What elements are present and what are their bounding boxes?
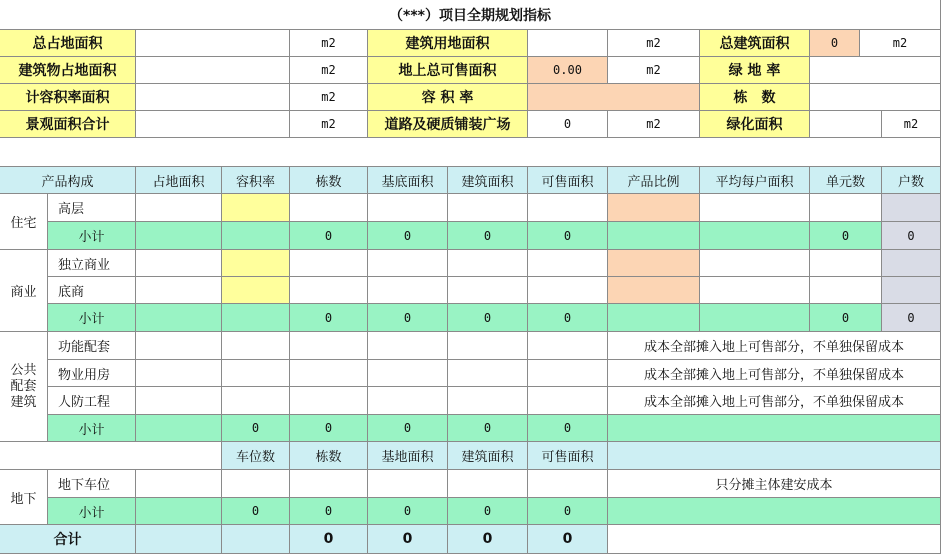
cell-input[interactable] (528, 332, 608, 360)
header-product: 产品构成 (0, 167, 136, 194)
label-far: 容 积 率 (368, 84, 528, 111)
cell-value: 0 (882, 304, 941, 332)
header-building-count: 栋数 (290, 167, 368, 194)
cell-value (222, 304, 290, 332)
label-above-ground-saleable: 地上总可售面积 (368, 57, 528, 84)
cell-input[interactable] (136, 360, 222, 387)
underground-cost-note: 只分摊主体建安成本 (608, 470, 941, 498)
cell-input[interactable] (222, 332, 290, 360)
unit-cell: m2 (290, 57, 368, 84)
cell-value: 0 (448, 222, 528, 250)
cell-input[interactable] (448, 277, 528, 304)
cell-input[interactable] (700, 277, 810, 304)
cell-input[interactable] (448, 250, 528, 277)
cell-input[interactable] (608, 277, 700, 304)
cell-input[interactable] (810, 250, 882, 277)
total-cell: 0 (290, 525, 368, 554)
unit-cell: m2 (860, 30, 941, 57)
cell-value: 0 (528, 498, 608, 525)
cell-value (136, 304, 222, 332)
cell-value (136, 222, 222, 250)
cell-value (700, 222, 810, 250)
label-green-area: 绿化面积 (700, 111, 810, 138)
total-cell (136, 525, 222, 554)
label-far-area: 计容积率面积 (0, 84, 136, 111)
cell-value: 0 (290, 498, 368, 525)
value-green-area[interactable] (810, 111, 882, 138)
cell-input[interactable] (882, 250, 941, 277)
cell-input[interactable] (608, 194, 700, 222)
cell-input[interactable] (136, 250, 222, 277)
cell-value: 0 (290, 304, 368, 332)
cell-value: 0 (448, 415, 528, 442)
value-building-count[interactable] (810, 84, 941, 111)
cell-value (608, 304, 700, 332)
cell-input[interactable] (368, 332, 448, 360)
cell-input[interactable] (290, 470, 368, 498)
value-roads-plaza[interactable]: 0 (528, 111, 608, 138)
cost-note: 成本全部摊入地上可售部分，不单独保留成本 (608, 360, 941, 387)
cell-input[interactable] (528, 194, 608, 222)
value-far[interactable] (528, 84, 700, 111)
label-building-land-area: 建筑用地面积 (368, 30, 528, 57)
value-total-building-area[interactable]: 0 (810, 30, 860, 57)
cell-value (608, 498, 941, 525)
cell-value: 0 (528, 222, 608, 250)
cell-input[interactable] (222, 250, 290, 277)
cell-value: 0 (290, 222, 368, 250)
cell-input[interactable] (528, 360, 608, 387)
unit-cell: m2 (290, 111, 368, 138)
cell-input[interactable] (448, 470, 528, 498)
cell-input[interactable] (290, 250, 368, 277)
value-landscape-total[interactable] (136, 111, 290, 138)
cell-value: 0 (368, 222, 448, 250)
value-above-ground-saleable[interactable]: 0.00 (528, 57, 608, 84)
cell-value: 0 (810, 304, 882, 332)
group-public-facilities: 公共配套建筑 (0, 332, 48, 442)
cell-input[interactable] (290, 360, 368, 387)
header-saleable-area: 可售面积 (528, 167, 608, 194)
label-building-footprint: 建筑物占地面积 (0, 57, 136, 84)
cell-value: 0 (368, 415, 448, 442)
cell-value: 0 (882, 222, 941, 250)
spacer-row (0, 138, 941, 167)
cell-value: 0 (448, 498, 528, 525)
cell-input[interactable] (136, 470, 222, 498)
cell-value: 0 (222, 415, 290, 442)
header-product-ratio: 产品比例 (608, 167, 700, 194)
cell-input[interactable] (222, 194, 290, 222)
cell-input[interactable] (136, 332, 222, 360)
cell-value: 0 (448, 304, 528, 332)
value-total-land-area[interactable] (136, 30, 290, 57)
cell-input[interactable] (810, 194, 882, 222)
underground-header-fill (608, 442, 941, 470)
item-podium-commercial: 底商 (48, 277, 136, 304)
item-high-rise: 高层 (48, 194, 136, 222)
cell-input[interactable] (222, 277, 290, 304)
total-cell: 0 (448, 525, 528, 554)
label-landscape-total: 景观面积合计 (0, 111, 136, 138)
value-far-area[interactable] (136, 84, 290, 111)
total-cell (608, 525, 941, 554)
underground-header-blank (0, 442, 222, 470)
total-cell: 0 (368, 525, 448, 554)
cell-input[interactable] (290, 277, 368, 304)
item-underground-parking: 地下车位 (48, 470, 136, 498)
cell-input[interactable] (222, 470, 290, 498)
cell-input[interactable] (810, 277, 882, 304)
cost-note: 成本全部摊入地上可售部分，不单独保留成本 (608, 387, 941, 415)
cell-input[interactable] (136, 387, 222, 415)
cell-value (136, 415, 222, 442)
cell-input[interactable] (368, 387, 448, 415)
header-saleable-area: 可售面积 (528, 442, 608, 470)
cell-input[interactable] (290, 332, 368, 360)
cell-input[interactable] (136, 277, 222, 304)
total-cell: 0 (528, 525, 608, 554)
header-building-area: 建筑面积 (448, 167, 528, 194)
cell-input[interactable] (448, 387, 528, 415)
cell-input[interactable] (882, 277, 941, 304)
label-total-building-area: 总建筑面积 (700, 30, 810, 57)
cell-input[interactable] (882, 194, 941, 222)
cell-value: 0 (528, 304, 608, 332)
cell-value (222, 222, 290, 250)
cell-input[interactable] (290, 194, 368, 222)
cell-input[interactable] (136, 194, 222, 222)
cell-input[interactable] (368, 470, 448, 498)
cell-value (608, 415, 941, 442)
cell-value: 0 (810, 222, 882, 250)
cell-input[interactable] (222, 360, 290, 387)
item-standalone-commercial: 独立商业 (48, 250, 136, 277)
cell-value: 0 (368, 498, 448, 525)
cell-input[interactable] (368, 194, 448, 222)
cell-input[interactable] (448, 360, 528, 387)
label-roads-plaza: 道路及硬质铺装广场 (368, 111, 528, 138)
cell-input[interactable] (608, 250, 700, 277)
cell-value: 0 (222, 498, 290, 525)
value-green-rate[interactable] (810, 57, 941, 84)
sheet-title: （***）项目全期规划指标 (0, 0, 941, 30)
header-far: 容积率 (222, 167, 290, 194)
group-underground: 地下 (0, 470, 48, 525)
item-civil-defense: 人防工程 (48, 387, 136, 415)
cell-input[interactable] (528, 250, 608, 277)
cell-input[interactable] (528, 470, 608, 498)
header-household-count: 户数 (882, 167, 941, 194)
label-building-count: 栋 数 (700, 84, 810, 111)
group-residential: 住宅 (0, 194, 48, 250)
value-building-footprint[interactable] (136, 57, 290, 84)
total-cell (222, 525, 290, 554)
cell-value: 0 (528, 415, 608, 442)
value-building-land-area[interactable] (528, 30, 608, 57)
cost-note: 成本全部摊入地上可售部分，不单独保留成本 (608, 332, 941, 360)
header-building-count: 栋数 (290, 442, 368, 470)
header-avg-unit-area: 平均每户面积 (700, 167, 810, 194)
cell-input[interactable] (700, 250, 810, 277)
cell-value (700, 304, 810, 332)
unit-cell: m2 (290, 30, 368, 57)
cell-input[interactable] (222, 387, 290, 415)
header-base-area: 基底面积 (368, 167, 448, 194)
cell-input[interactable] (448, 332, 528, 360)
header-land-area: 占地面积 (136, 167, 222, 194)
subtotal-label: 小计 (48, 415, 136, 442)
cell-value (608, 222, 700, 250)
cell-value (136, 498, 222, 525)
subtotal-label: 小计 (48, 304, 136, 332)
subtotal-label: 小计 (48, 498, 136, 525)
item-property: 物业用房 (48, 360, 136, 387)
cell-input[interactable] (290, 387, 368, 415)
cell-input[interactable] (368, 250, 448, 277)
unit-cell: m2 (608, 57, 700, 84)
cell-input[interactable] (528, 387, 608, 415)
grand-total-label: 合计 (0, 525, 136, 554)
cell-input[interactable] (448, 194, 528, 222)
cell-input[interactable] (368, 277, 448, 304)
cell-input[interactable] (368, 360, 448, 387)
label-green-rate: 绿 地 率 (700, 57, 810, 84)
header-base-area: 基地面积 (368, 442, 448, 470)
subtotal-label: 小计 (48, 222, 136, 250)
item-function: 功能配套 (48, 332, 136, 360)
header-unit-count: 单元数 (810, 167, 882, 194)
unit-cell: m2 (882, 111, 941, 138)
label-total-land-area: 总占地面积 (0, 30, 136, 57)
group-commercial: 商业 (0, 250, 48, 332)
cell-input[interactable] (528, 277, 608, 304)
cell-value: 0 (368, 304, 448, 332)
cell-input[interactable] (700, 194, 810, 222)
header-parking-count: 车位数 (222, 442, 290, 470)
cell-value: 0 (290, 415, 368, 442)
unit-cell: m2 (290, 84, 368, 111)
unit-cell: m2 (608, 111, 700, 138)
unit-cell: m2 (608, 30, 700, 57)
header-building-area: 建筑面积 (448, 442, 528, 470)
